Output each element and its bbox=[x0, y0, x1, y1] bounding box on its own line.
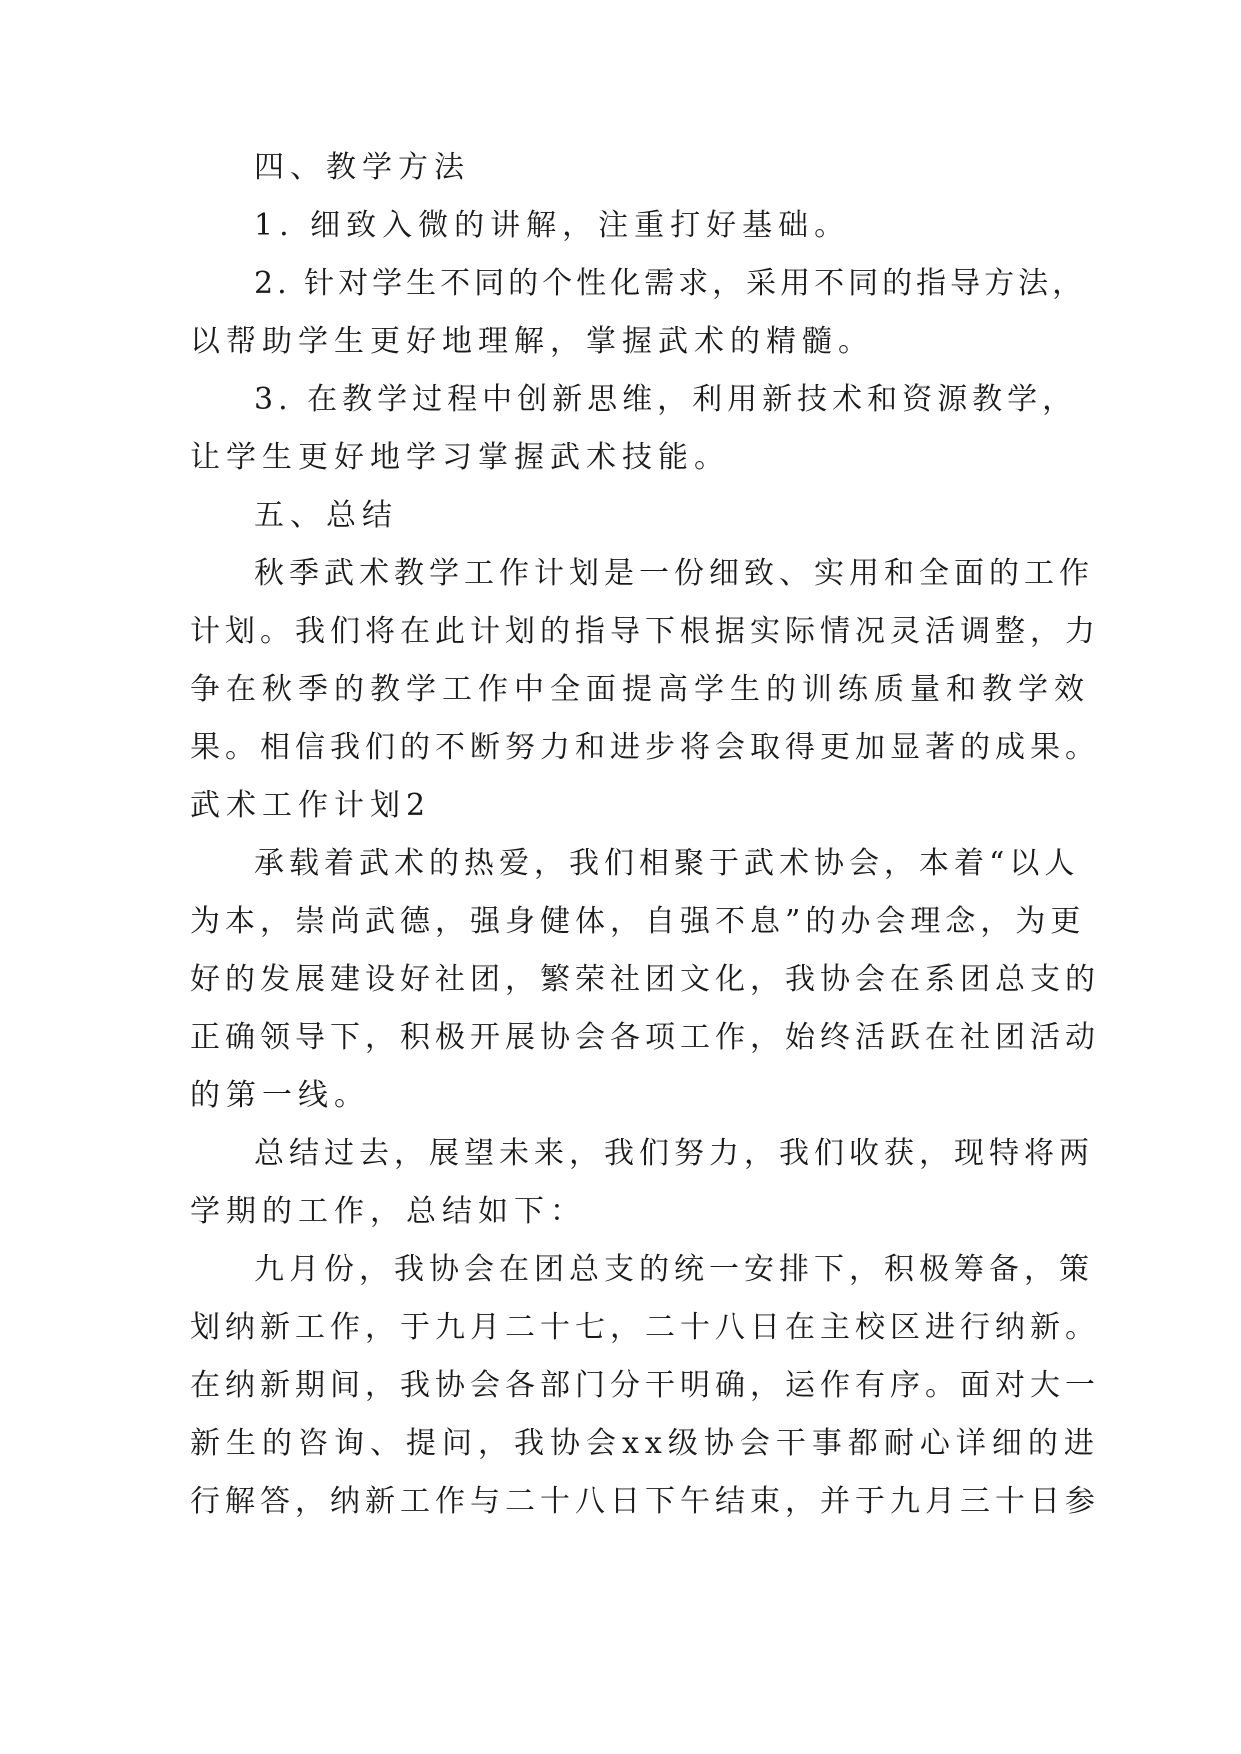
list-item: 3. 在教学过程中创新思维，利用新技术和资源教学， bbox=[254, 382, 1078, 417]
text-line: 以帮助学生更好地理解，掌握武术的精髓。 bbox=[190, 324, 874, 359]
paragraph-line: 承载着武术的热爱，我们相聚于武术协会，本着“以人 bbox=[254, 846, 1080, 881]
paragraph-line: 总结过去，展望未来，我们努力，我们收获，现特将两 bbox=[254, 1136, 1094, 1171]
list-item: 1. 细致入微的讲解，注重打好基础。 bbox=[254, 208, 851, 243]
text-line: 计划。我们将在此计划的指导下根据实际情况灵活调整，力 bbox=[190, 614, 1100, 649]
text-line: 的第一线。 bbox=[190, 1078, 370, 1113]
text-line: 争在秋季的教学工作中全面提高学生的训练质量和教学效 bbox=[190, 672, 1090, 707]
section-heading: 五、总结 bbox=[254, 498, 398, 533]
paragraph-line: 秋季武术教学工作计划是一份细致、实用和全面的工作 bbox=[254, 556, 1094, 591]
section-heading: 四、教学方法 bbox=[254, 150, 470, 185]
document-title: 武术工作计划2 bbox=[190, 788, 432, 823]
text-line: 好的发展建设好社团，繁荣社团文化，我协会在系团总支的 bbox=[190, 962, 1100, 997]
text-line: 果。相信我们的不断努力和进步将会取得更加显著的成果。 bbox=[190, 730, 1100, 765]
text-line: 行解答，纳新工作与二十八日下午结束，并于九月三十日参 bbox=[190, 1484, 1100, 1519]
list-item: 2. 针对学生不同的个性化需求，采用不同的指导方法， bbox=[254, 266, 1087, 301]
text-line: 正确领导下，积极开展协会各项工作，始终活跃在社团活动 bbox=[190, 1020, 1100, 1055]
text-line: 在纳新期间，我协会各部门分干明确，运作有序。面对大一 bbox=[190, 1368, 1100, 1403]
text-line: 让学生更好地学习掌握武术技能。 bbox=[190, 440, 730, 475]
text-line: 新生的咨询、提问，我协会xx级协会干事都耐心详细的进 bbox=[190, 1426, 1100, 1461]
paragraph-line: 九月份，我协会在团总支的统一安排下，积极筹备，策 bbox=[254, 1252, 1094, 1287]
text-line: 学期的工作，总结如下： bbox=[190, 1194, 586, 1229]
text-line: 划纳新工作，于九月二十七，二十八日在主校区进行纳新。 bbox=[190, 1310, 1100, 1345]
text-line: 为本，崇尚武德，强身健体，自强不息”的办会理念，为更 bbox=[190, 904, 1086, 939]
